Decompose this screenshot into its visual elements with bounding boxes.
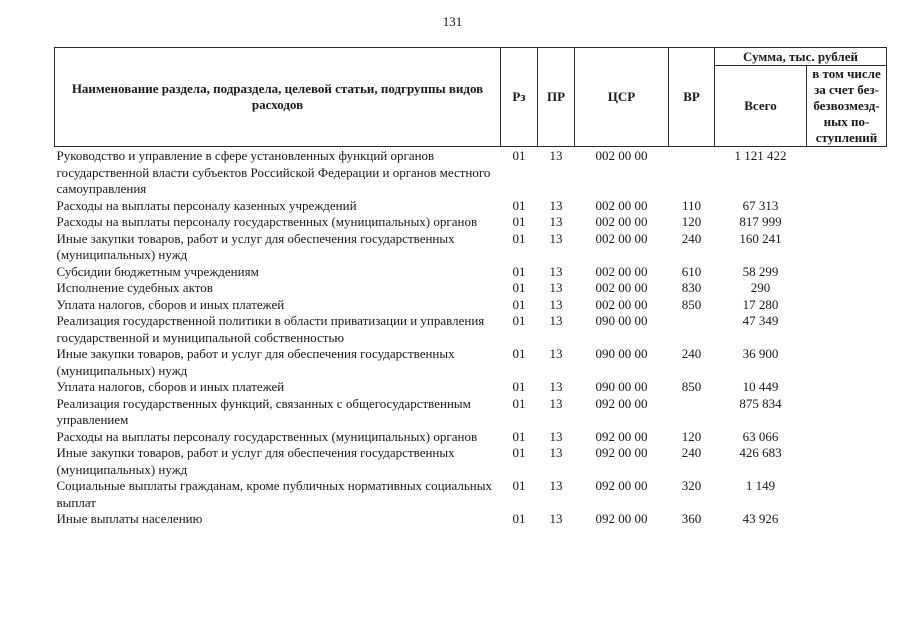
cell-csr: 002 00 00 [595, 230, 648, 246]
cell-pr: 13 [549, 313, 563, 328]
cell-pr: 13 [549, 148, 563, 163]
cell-rz: 01 [512, 280, 526, 295]
cell-csr: 092 00 00 [595, 511, 648, 526]
cell-rz: 01 [512, 313, 526, 328]
table-row [55, 280, 887, 297]
cell-rz: 01 [512, 197, 526, 213]
cell-including [807, 280, 887, 297]
cell-vr [669, 147, 715, 198]
cell-name: Уплата налогов, сборов и иных платежей [56, 379, 285, 394]
cell-csr: 092 00 00 [595, 395, 648, 411]
cell-csr: 092 00 00 [595, 445, 648, 460]
cell-csr: 090 00 00 [595, 313, 648, 328]
cell-pr: 13 [549, 428, 563, 444]
cell-including [807, 429, 887, 446]
cell-rz: 01 [512, 395, 526, 411]
cell-pr: 13 [549, 296, 563, 312]
cell-rz: 01 [512, 428, 526, 444]
cell-pr: 13 [549, 214, 563, 229]
cell-total: 1 121 422 [734, 148, 787, 163]
table-row [55, 198, 887, 215]
cell-vr: 120 [681, 428, 702, 444]
cell-including [807, 214, 887, 231]
table-row [55, 429, 887, 446]
cell-total: 67 313 [742, 197, 779, 213]
cell-total: 43 926 [742, 511, 779, 526]
cell-total: 58 299 [742, 263, 779, 279]
cell-name: Реализация государственных функций, связанных с общегосударственным управлением [56, 395, 471, 427]
cell-total: 17 280 [742, 296, 779, 312]
table-row [55, 147, 887, 198]
cell-csr: 002 00 00 [595, 197, 648, 213]
cell-name: Руководство и управление в сфере установленных функций органов государственной власти субъектов Российской Федерации и органов местного самоуправления [56, 148, 491, 196]
cell-including [807, 396, 887, 429]
cell-pr: 13 [549, 197, 563, 213]
cell-including [807, 313, 887, 346]
cell-name: Иные закупки товаров, работ и услуг для обеспечения государственных (муниципальных) нужд [56, 230, 455, 262]
cell-total: 1 149 [745, 478, 776, 493]
cell-vr: 830 [681, 280, 702, 295]
cell-vr: 120 [681, 214, 702, 229]
cell-pr: 13 [549, 263, 563, 279]
table-row [55, 511, 887, 528]
table-body [55, 147, 887, 528]
cell-vr: 240 [681, 445, 702, 460]
cell-including [807, 297, 887, 314]
cell-rz: 01 [512, 296, 526, 312]
header-csr: ЦСР [575, 48, 669, 147]
header-pr: ПР [538, 48, 575, 147]
cell-rz: 01 [512, 379, 526, 394]
cell-total: 10 449 [742, 379, 779, 394]
cell-vr: 850 [681, 379, 702, 394]
cell-pr: 13 [549, 511, 563, 526]
cell-rz: 01 [512, 148, 526, 163]
cell-total: 426 683 [739, 445, 782, 460]
cell-rz: 01 [512, 346, 526, 361]
cell-csr: 002 00 00 [595, 296, 648, 312]
cell-vr [669, 396, 715, 429]
cell-name: Расходы на выплаты персоналу государственных (муниципальных) органов [56, 214, 478, 229]
cell-pr: 13 [549, 478, 563, 493]
cell-including [807, 264, 887, 281]
budget-table [54, 47, 887, 528]
cell-rz: 01 [512, 445, 526, 460]
cell-vr: 360 [681, 511, 702, 526]
cell-pr: 13 [549, 346, 563, 361]
table-row [55, 478, 887, 511]
cell-total: 290 [750, 280, 771, 295]
cell-pr: 13 [549, 379, 563, 394]
cell-name: Иные закупки товаров, работ и услуг для обеспечения государственных (муниципальных) нужд [56, 445, 455, 477]
cell-total: 36 900 [742, 346, 779, 361]
header-sum-title: Сумма, тыс. рублей [715, 48, 887, 66]
header-including: в том числе за счет без-безвозмезд-ных по-ступлений [807, 66, 887, 147]
cell-pr: 13 [549, 445, 563, 460]
cell-name: Исполнение судебных актов [56, 280, 213, 295]
cell-name: Расходы на выплаты персоналу государственных (муниципальных) органов [56, 428, 478, 444]
page-number: 131 [442, 14, 463, 29]
cell-including [807, 379, 887, 396]
cell-csr: 002 00 00 [595, 148, 648, 163]
cell-total: 160 241 [739, 230, 782, 246]
header-total: Всего [715, 66, 807, 147]
header-name: Наименование раздела, подраздела, целевой статьи, подгруппы видов расходов [55, 48, 501, 147]
cell-including [807, 198, 887, 215]
cell-csr: 090 00 00 [595, 346, 648, 361]
table-row [55, 346, 887, 379]
cell-csr: 002 00 00 [595, 263, 648, 279]
cell-including [807, 478, 887, 511]
table-row [55, 379, 887, 396]
table-row [55, 445, 887, 478]
cell-name: Иные закупки товаров, работ и услуг для обеспечения государственных (муниципальных) нужд [56, 346, 455, 378]
header-vr: ВР [669, 48, 715, 147]
cell-rz: 01 [512, 214, 526, 229]
cell-total: 875 834 [739, 395, 782, 411]
table-row [55, 313, 887, 346]
cell-csr: 002 00 00 [595, 280, 648, 295]
cell-name: Уплата налогов, сборов и иных платежей [56, 296, 285, 312]
cell-vr: 320 [681, 478, 702, 493]
cell-vr: 110 [681, 197, 702, 213]
table-header [55, 48, 887, 147]
cell-total: 63 066 [742, 428, 779, 444]
cell-including [807, 346, 887, 379]
cell-vr: 850 [681, 296, 702, 312]
cell-total: 817 999 [739, 214, 782, 229]
cell-pr: 13 [549, 230, 563, 246]
table-row [55, 264, 887, 281]
cell-vr [669, 313, 715, 346]
cell-csr: 092 00 00 [595, 428, 648, 444]
table-row [55, 396, 887, 429]
cell-rz: 01 [512, 263, 526, 279]
cell-name: Субсидии бюджетным учреждениям [56, 263, 259, 279]
table-row [55, 297, 887, 314]
cell-including [807, 445, 887, 478]
cell-vr: 240 [681, 346, 702, 361]
table-row [55, 214, 887, 231]
table-row [55, 231, 887, 264]
cell-including [807, 231, 887, 264]
cell-including [807, 511, 887, 528]
cell-csr: 092 00 00 [595, 478, 648, 493]
cell-csr: 090 00 00 [595, 379, 648, 394]
cell-vr: 610 [681, 263, 702, 279]
cell-rz: 01 [512, 230, 526, 246]
header-rz: Рз [501, 48, 538, 147]
cell-name: Расходы на выплаты персоналу казенных учреждений [56, 197, 357, 213]
cell-rz: 01 [512, 511, 526, 526]
cell-pr: 13 [549, 395, 563, 411]
cell-name: Социальные выплаты гражданам, кроме публичных нормативных социальных выплат [56, 478, 492, 510]
cell-name: Иные выплаты населению [56, 511, 203, 526]
cell-vr: 240 [681, 230, 702, 246]
cell-csr: 002 00 00 [595, 214, 648, 229]
cell-pr: 13 [549, 280, 563, 295]
cell-rz: 01 [512, 478, 526, 493]
cell-total: 47 349 [742, 313, 779, 328]
cell-including [807, 147, 887, 198]
cell-name: Реализация государственной политики в области приватизации и управления государственной и муниципальной собственностью [56, 313, 485, 345]
